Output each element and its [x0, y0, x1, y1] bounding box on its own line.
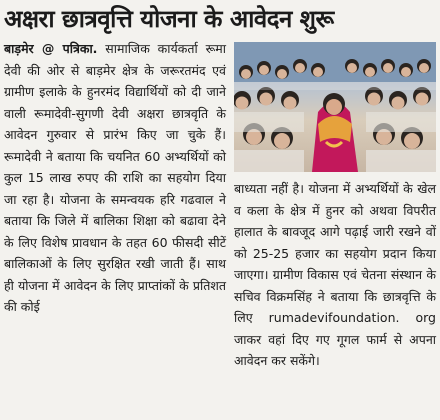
article-headline: अक्षरा छात्रवृत्ति योजना के आवेदन शुरू — [4, 5, 334, 33]
article-body-left: सामाजिक कार्यकर्ता रूमा देवी की ओर से बाड़मेर क्षेत्र के जरूरतमंद एवं ग्रामीण इलाके के हुनरमंद विद्यार्थियों को दी जाने वाली रूमादेवी-सुगणी देवी अक्षरा छात्रवृति के आवेदन गुरुवार से प्रारंभ किए जा चुके हैं। रूमादेवी ने बताया कि चयनित 60 अभ्यर्थियों को कुल 15 लाख रुपए की राशि का सहयोग दिया जा रहा है। योजना के समन्वयक हरि गढवाल ने बताया कि जिले में बालिका शिक्षा को बढावा देने के लिए विशेष प्रावधान के तहत 60 फीसदी सीटें बालिकाओं के लिए सुरक्षित रखी जाती हैं। साथ ही योजना में आवेदन के लिए प्राप्तांकों के प्रतिशत की कोई — [4, 41, 226, 314]
article-column-right — [234, 178, 436, 372]
news-photo — [234, 42, 436, 172]
crowd-illustration — [234, 42, 436, 172]
dateline: बाड़मेर @ पत्रिका. — [4, 41, 98, 56]
article-column-left — [4, 38, 226, 318]
article-body-right: बाध्यता नहीं है। योजना में अभ्यर्थियों के खेल व कला के क्षेत्र में हुनर को अथवा विपरीत हालात के बावजूद आगे पढ़ाई जारी रखने वों को 25-25 हजार का सहयोग प्रदान किया जाएगा। ग्रामीण विकास एवं चेतना संस्थान के सचिव विक्रमसिंह ने बताया कि छात्रवृत्ति के लिए rumadevifoundation. org जाकर वहां दिए गए गूगल फार्म से अपना आवेदन कर सकेंगे। — [234, 181, 436, 368]
